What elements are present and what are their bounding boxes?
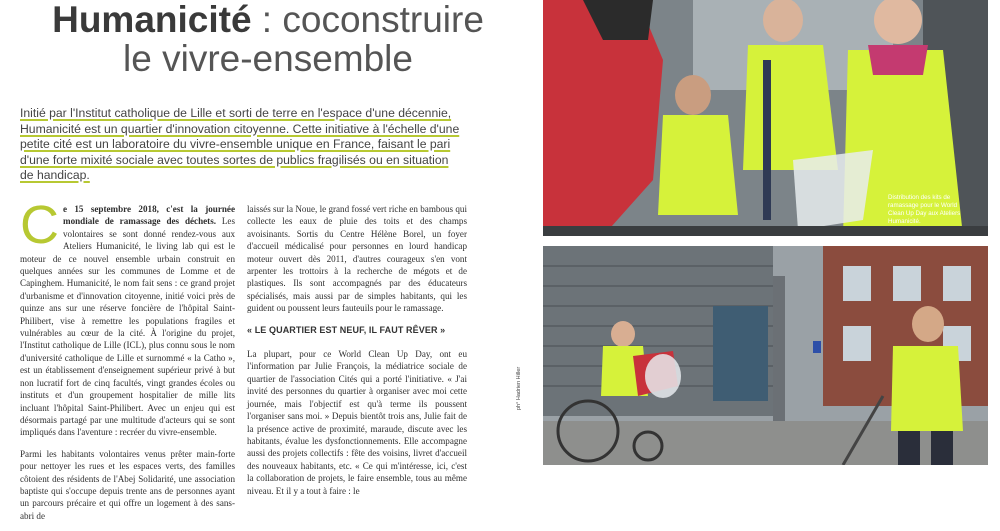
- column-1: [20, 195, 236, 531]
- photo-street-cleanup: [543, 246, 988, 465]
- photo-caption: Distribution des kits de ramassage pour le World Clean Up Day aux Ateliers Humanicité.: [888, 194, 961, 225]
- photo-kit-distribution: [543, 0, 988, 236]
- title-line2: le vivre-ensemble: [123, 38, 413, 79]
- dropcap: C: [20, 195, 59, 255]
- subheading: « LE QUARTIER EST NEUF, IL FAUT RÊVER »: [247, 324, 446, 335]
- paragraph: [20, 195, 236, 439]
- paragraph: La plupart, pour ce World Clean Up Day, ont eu l'information par Julie François, la médiatrice sociale de quartier de l'association Cités qui a porté l'initiative. « J'ai invité des personnes du quartier à organiser avec moi cette journée, mais l'objectif est qu'à terme ils poussent l'organiser sans moi. » Depuis bientôt trois ans, Julie fait de la présence active de proximité, maraude, discute avec les habitants, évalue les dysfonctionnements. Elle accompagne aussi des projets collectifs : fête des voisins, livret d'accueil des nouveaux habitants, etc. « Ce qui m'intéresse, ici, c'est la collaboration de projets, le faire ensemble, tous au même niveau. Et il y a tout à faire : le: [247, 349, 467, 496]
- lead-in: e 15 septembre 2018, c'est la journée mondiale de ramassage des déchets.: [63, 204, 235, 227]
- article-lede: Initié par l'Institut catholique de Lille et sorti de terre en l'espace d'une décennie, Humanicité est un quartier d'innovation citoyenne. Cette initiative à l'échelle d'une petite cité est un laboratoire du vivre-ensemble unique en France, faisant le pari d'une forte mixité sociale avec toutes sortes de publics fragilisés ou en situation de handicap.: [20, 106, 460, 182]
- paragraph: Parmi les habitants volontaires venus prêter main-forte pour nettoyer les rues et les espaces verts, des familles côtoient des résidents de l'Abej Solidarité, une association baptiste qui s'occupe depuis trente ans de personnes ayant un parcours précaire et qui offre un logement à des sans-abri de: [20, 448, 235, 521]
- title-bold: Humanicité: [52, 0, 252, 40]
- column-2: [247, 203, 467, 506]
- paragraph-text: Les volontaires se sont donné rendez-vous aux Ateliers Humanicité, le living lab qui est le moteur de ce nouvel ensemble urbain construit en quelques années sur les communes de Lomme et de Capinghem. Humanicité, le nom fait sens : ce grand projet d'urbanisme et d'innovation citoyenne, initié voici près de quinze ans sur une réserve foncière de l'hôpital Saint-Philibert, vise à remettre les populations fragiles et vulnérables au cœur de la cité. À l'origine du projet, l'Institut catholique de Lille (ICL), plus connu sous le nom d'université catholique de Lille et surnommé « la Catho », est un établissement d'enseignement supérieur privé à but non lucratif fort de cinq facultés, vingt grandes écoles ou instituts et d'un groupement hospitalier de mille lits incluant l'hôpital Saint-Philibert. Avec un enjeu qui est désormais partagé par une multitude d'acteurs qui se sont impliqués dans l'aventure : recréer du vivre-ensemble.: [20, 216, 236, 438]
- photo-credit: ph° Hadrien Hiller: [516, 366, 522, 410]
- article-title: [28, 0, 508, 78]
- title-light: : coconstruire: [251, 0, 484, 40]
- paragraph: laissés sur la Noue, le grand fossé vert riche en bambous qui collecte les eaux de pluie des toits et des champs avoisinants. Sortis du Centre Hélène Borel, un foyer d'accueil médicalisé pour personnes en lourd handicap moteur ouvert dès 2011, d'autres courageux s'en vont arpenter les trottoirs à la recherche de mégots et de plastiques. Ils sont accompagnés par des éducateurs spécialisés, mais aussi par de simples habitants, qui les guident ou poussent leurs fauteuils pour le ramassage.: [247, 204, 467, 314]
- photo-illustration: [543, 246, 988, 465]
